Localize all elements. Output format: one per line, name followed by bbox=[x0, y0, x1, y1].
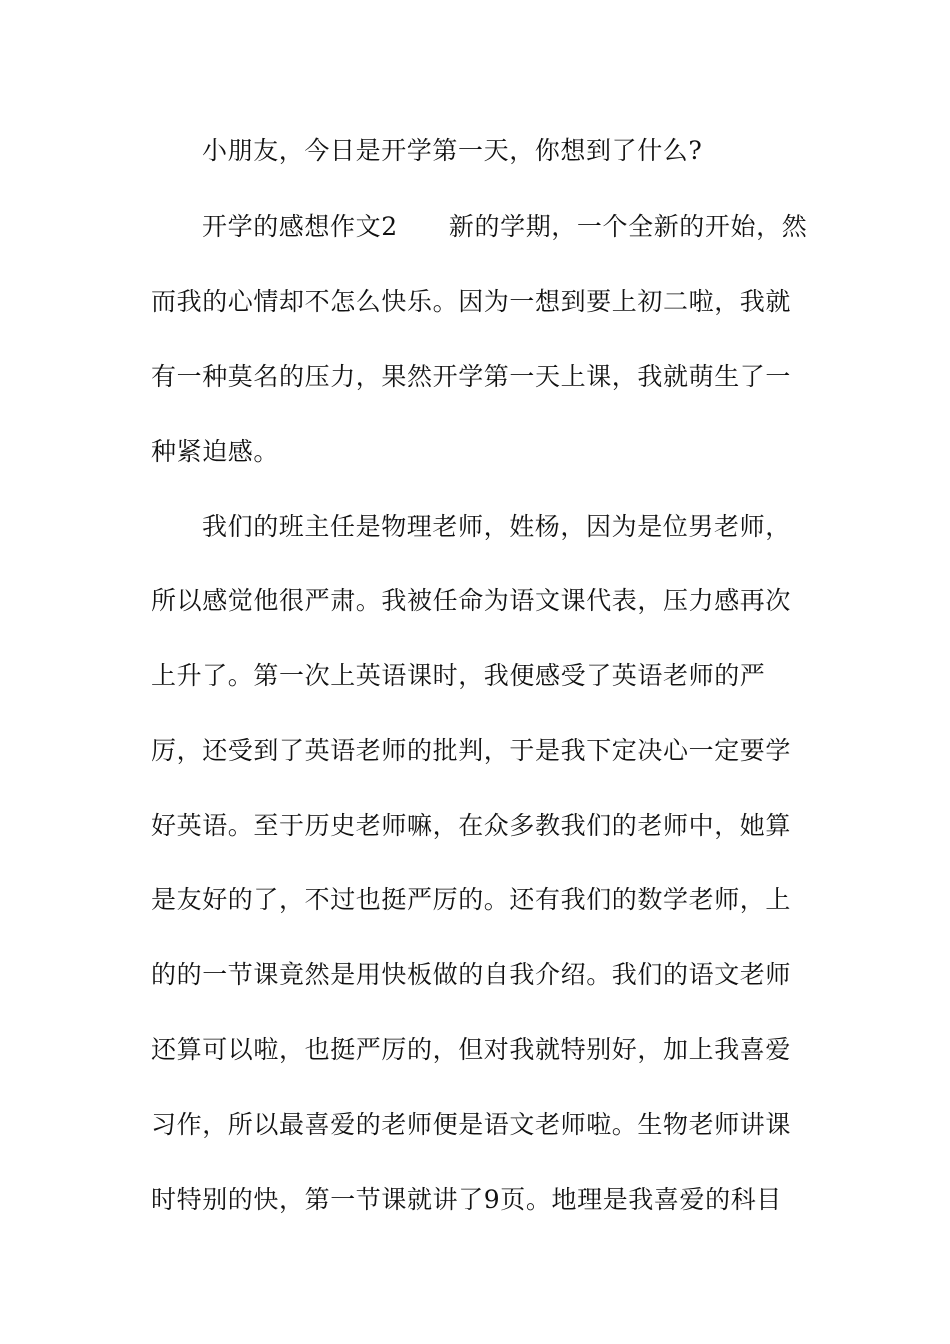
text-line: 上升了。第一次上英语课时，我便感受了英语老师的严 bbox=[151, 661, 766, 690]
text-line: 所以感觉他很严肃。我被任命为语文课代表，压力感再次 bbox=[151, 586, 792, 615]
text-line: 的的一节课竟然是用快板做的自我介绍。我们的语文老师 bbox=[151, 960, 792, 989]
text-line: 时特别的快，第一节课就讲了9页。地理是我喜爱的科目 bbox=[151, 1185, 782, 1214]
text-line: 好英语。至于历史老师嘛，在众多教我们的老师中，她算 bbox=[151, 811, 792, 840]
text-line: 开学的感想作文2 新的学期，一个全新的开始，然 bbox=[202, 212, 808, 241]
text-line: 是友好的了，不过也挺严厉的。还有我们的数学老师，上 bbox=[151, 885, 792, 914]
text-line: 而我的心情却不怎么快乐。因为一想到要上初二啦，我就 bbox=[151, 287, 792, 316]
text-line: 习作，所以最喜爱的老师便是语文老师啦。生物老师讲课 bbox=[151, 1110, 792, 1139]
text-line: 有一种莫名的压力，果然开学第一天上课，我就萌生了一 bbox=[151, 362, 792, 391]
text-line: 我们的班主任是物理老师，姓杨，因为是位男老师， bbox=[202, 512, 791, 541]
text-line: 小朋友，今日是开学第一天，你想到了什么? bbox=[202, 136, 703, 165]
text-line: 还算可以啦，也挺严厉的，但对我就特别好，加上我喜爱 bbox=[151, 1035, 792, 1064]
text-line: 厉，还受到了英语老师的批判，于是我下定决心一定要学 bbox=[151, 736, 792, 765]
text-line: 种紧迫感。 bbox=[151, 437, 280, 466]
